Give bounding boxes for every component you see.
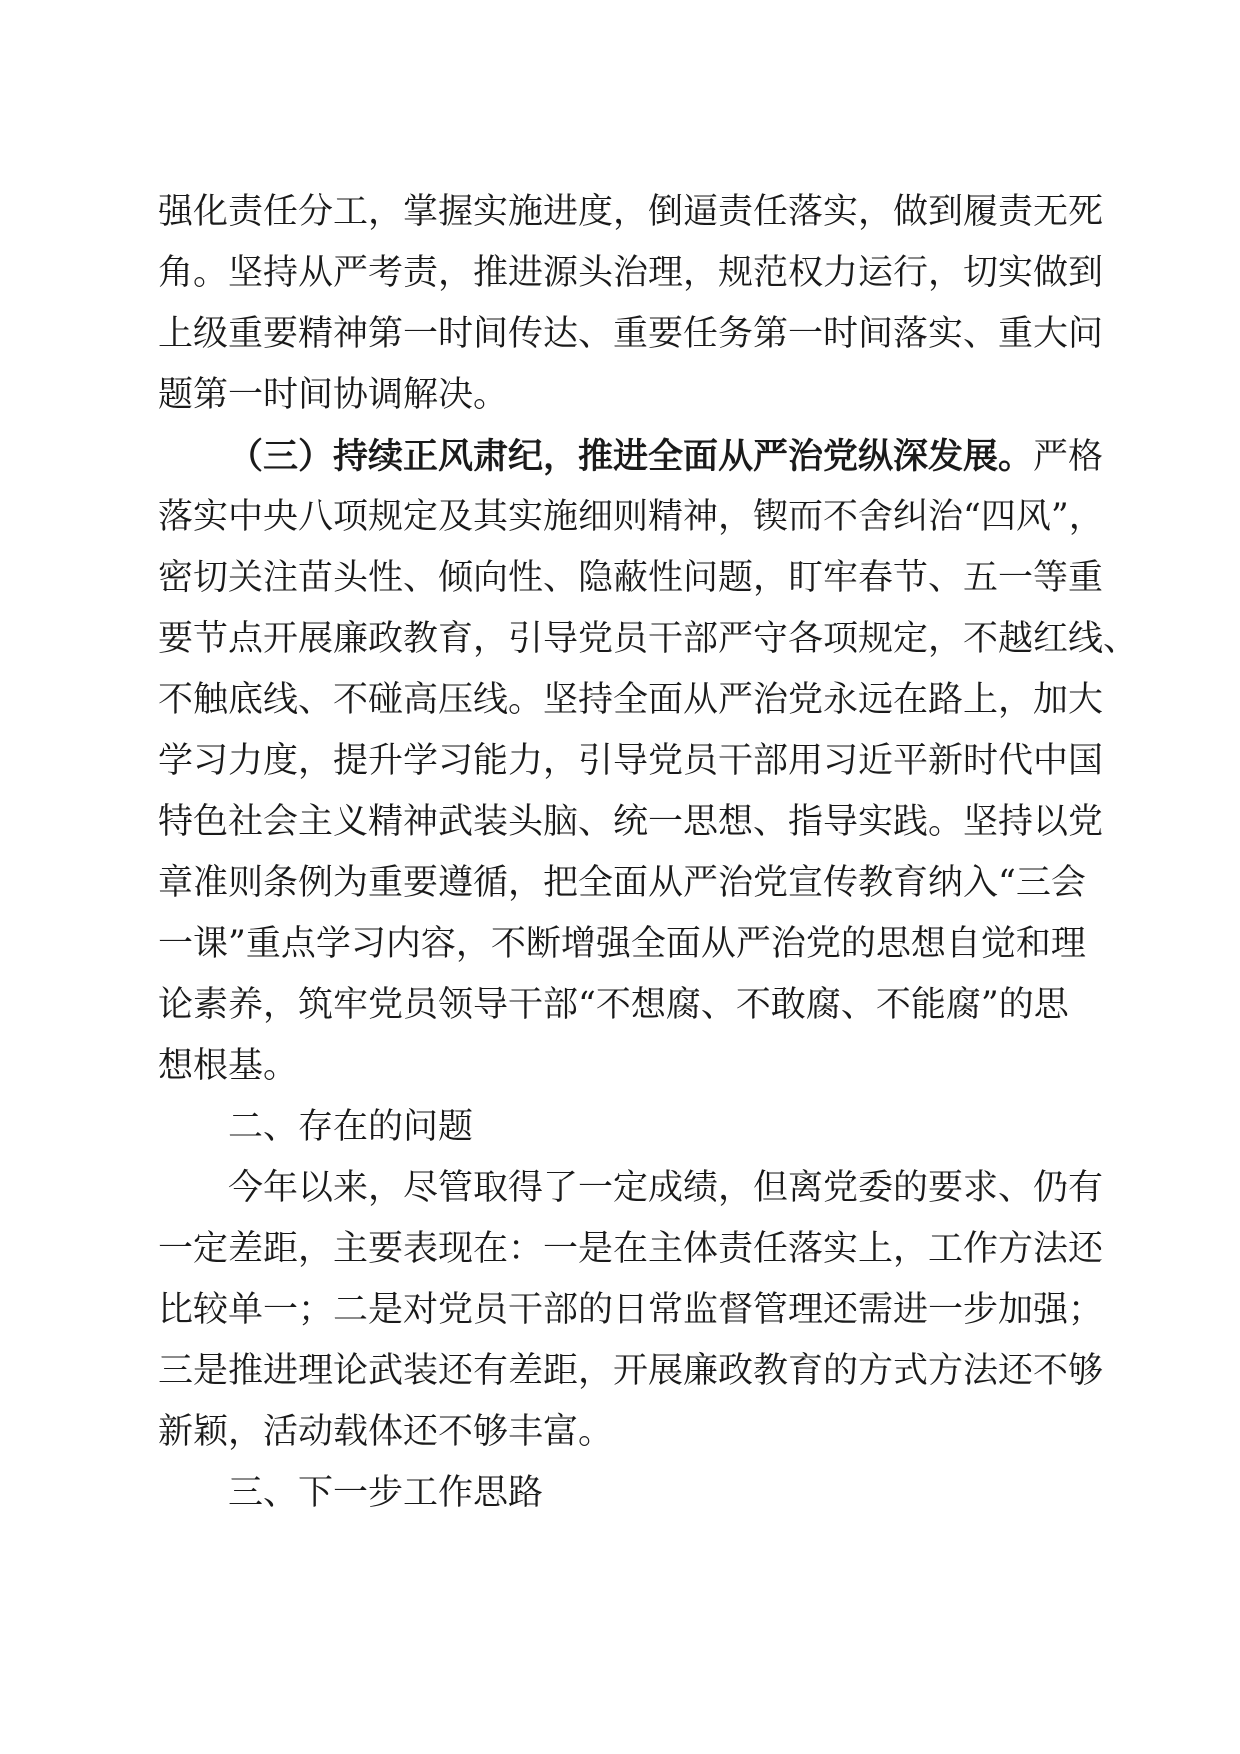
paragraph-responsibility	[158, 182, 1104, 426]
paragraph-line: 章准则条例为重要遵循，把全面从严治党宣传教育纳入“三会	[158, 863, 1086, 903]
paragraph-first-line: 今年以来，尽管取得了一定成绩，但离党委的要求、仍有	[228, 1168, 1104, 1208]
paragraph-line: 落实中央八项规定及其实施细则精神，锲而不舍纠治“四风”，	[158, 497, 1104, 537]
paragraph-first-line	[158, 426, 1104, 487]
paragraph-line: 不触底线、不碰高压线。坚持全面从严治党永远在路上，加大	[158, 680, 1104, 720]
paragraph-line: 强化责任分工，掌握实施进度，倒逼责任落实，做到履责无死	[158, 192, 1104, 232]
paragraph-line: 上级重要精神第一时间传达、重要任务第一时间落实、重大问	[158, 314, 1104, 354]
paragraph-line: 密切关注苗头性、倾向性、隐蔽性问题，盯牢春节、五一等重	[158, 558, 1104, 598]
section-heading-next-steps: 三、下一步工作思路	[228, 1473, 544, 1513]
paragraph-line: 论素养，筑牢党员领导干部“不想腐、不敢腐、不能腐”的思	[158, 985, 1069, 1025]
paragraph-line: 题第一时间协调解决。	[158, 375, 509, 415]
paragraph-line: 角。坚持从严考责，推进源头治理，规范权力运行，切实做到	[158, 253, 1104, 293]
paragraph-line: 想根基。	[158, 1046, 299, 1086]
document-body	[158, 182, 1139, 1524]
paragraph-line: 一课”重点学习内容，不断增强全面从严治党的思想自觉和理	[158, 924, 1086, 964]
paragraph-line: 新颖，活动载体还不够丰富。	[158, 1412, 614, 1452]
paragraph-line-rest: 严格	[1033, 437, 1104, 477]
paragraph-problems	[158, 1158, 1104, 1463]
section-heading-problems: 二、存在的问题	[228, 1107, 474, 1147]
paragraph-line: 特色社会主义精神武装头脑、统一思想、指导实践。坚持以党	[158, 802, 1104, 842]
paragraph-line: 学习力度，提升学习能力，引导党员干部用习近平新时代中国	[158, 741, 1104, 781]
paragraph-line: 三是推进理论武装还有差距，开展廉政教育的方式方法还不够	[158, 1351, 1104, 1391]
paragraph-line: 比较单一；二是对党员干部的日常监督管理还需进一步加强；	[158, 1290, 1104, 1330]
paragraph-discipline	[158, 426, 1139, 1097]
paragraph-line: 要节点开展廉政教育，引导党员干部严守各项规定，不越红线、	[158, 619, 1139, 659]
section-lead-bold: （三）持续正风肃纪，推进全面从严治党纵深发展。	[228, 436, 1034, 477]
paragraph-line: 一定差距，主要表现在：一是在主体责任落实上，工作方法还	[158, 1229, 1104, 1269]
